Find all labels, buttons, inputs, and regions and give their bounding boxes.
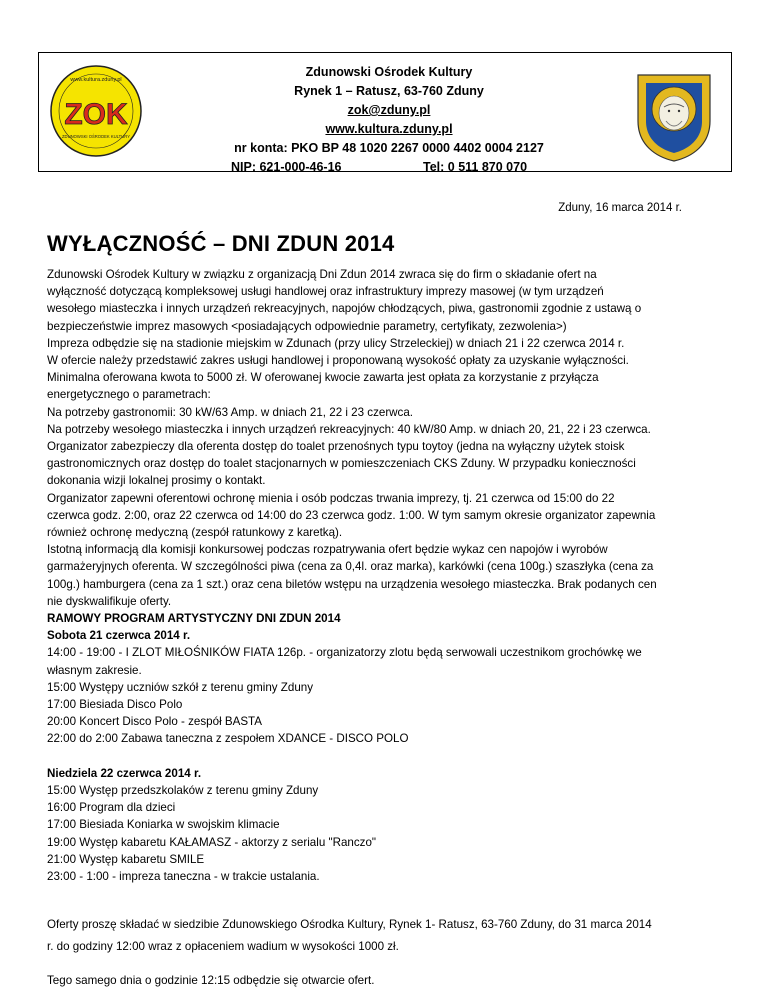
body-line: gastronomicznych oraz dostęp do toalet stacjonarnych w pomieszczeniach CKS Zduny. W przypadku konieczności [47,457,636,471]
body-line: garmażeryjnych oferenta. W szczególności piwa (cena za 0,4l. oraz marka), karkówki (cena 100g.) szaszłyka (cena za [47,560,654,574]
saturday-item: 15:00 Występy uczniów szkół z terenu gminy Zduny [47,680,314,694]
letterhead [38,52,732,172]
body-line: 100g.) hamburgera (cena za 1 szt.) oraz cena biletów wstępu na urządzenia wesołego miasteczka. Brak podanych cen [47,577,657,591]
body-line: również ochronę medyczną (zespół ratunkowy z karetką). [47,526,343,540]
body-line: Organizator zapewni oferentowi ochronę mienia i osób podczas trwania imprezy, tj. 21 czerwca od 15:00 do 22 [47,491,615,505]
org-address: Rynek 1 – Ratusz, 63-760 Zduny [294,84,484,98]
body-line: dokonania wizji lokalnej prosimy o kontakt. [47,474,266,488]
body-line: bezpieczeństwie imprez masowych <posiadających odpowiednie parametry, certyfikaty, zezwolenia>) [47,319,567,333]
saturday-item: 22:00 do 2:00 Zabawa taneczna z zespołem XDANCE - DISCO POLO [47,732,409,746]
sunday-item: 15:00 Występ przedszkolaków z terenu gminy Zduny [47,783,319,797]
coat-of-arms [634,69,714,163]
body-line: Na potrzeby gastronomii: 30 kW/63 Amp. w dniach 21, 22 i 23 czerwca. [47,405,414,419]
body-line: Na potrzeby wesołego miasteczka i innych urządzeń rekreacyjnych: 40 kW/80 Amp. w dniach 20, 21, 22 i 23 czerwca. [47,422,651,436]
sunday-item: 21:00 Występ kabaretu SMILE [47,852,205,866]
document-date: Zduny, 16 marca 2014 r. [558,202,682,214]
body-line: wesołego miasteczka i innych urządzeń rekreacyjnych, napojów chłodzących, piwa, gastronomii zgodnie z ustawą o [47,302,642,316]
body-line: wyłączność dotyczącą kompleksowej usługi handlowej oraz infrastruktury imprezy masowej (w tym urządzeń [47,285,604,299]
body-line: energetycznego o parametrach: [47,388,211,402]
sunday-item: 19:00 Występ kabaretu KAŁAMASZ - aktorzy z serialu "Ranczo" [47,835,377,849]
body-line: Impreza odbędzie się na stadionie miejskim w Zdunach (przy ulicy Strzeleckiej) w dniach 21 i 22 czerwca 2014 r. [47,336,625,350]
zok-logo [49,64,143,158]
footer-notes [47,914,727,992]
organization-details [209,63,569,177]
body-line: Zdunowski Ośrodek Kultury w związku z organizacją Dni Zdun 2014 zwraca się do firm o składanie ofert na [47,268,597,281]
offer-line: r. do godziny 12:00 wraz z opłaceniem wadium w wysokości 1000 zł. [47,940,399,954]
logo-letters: ZOK [64,98,128,131]
sunday-heading: Niedziela 22 czerwca 2014 r. [47,766,202,780]
saturday-heading: Sobota 21 czerwca 2014 r. [47,629,191,643]
saturday-item: 20:00 Koncert Disco Polo - zespół BASTA [47,715,263,729]
body-line: czerwca godz. 2:00, oraz 22 czerwca od 14:00 do 23 czerwca godz. 1:00. W tym samym okresie organizator zapewnia [47,508,656,522]
bank-account: nr konta: PKO BP 48 1020 2267 0000 4402 0004 2127 [234,141,544,155]
saturday-item: 14:00 - 19:00 - I ZLOT MIŁOŚNIKÓW FIATA 126p. - organizatorzy zlotu będą serwowali uczestnikom grochówkę we [47,646,642,660]
saturday-item: własnym zakresie. [47,663,142,677]
page-title: WYŁĄCZNOŚĆ – DNI ZDUN 2014 [47,231,395,256]
logo-url-text: www.kultura.zduny.pl [70,77,122,83]
document-body [47,266,727,992]
body-line: Organizator zabezpieczy dla oferenta dostęp do toalet przenośnych typu toytoy (jedna na wyłączny użytek stoisk [47,440,625,454]
program-title: RAMOWY PROGRAM ARTYSTYCZNY DNI ZDUN 2014 [47,612,341,626]
nip: NIP: 621-000-46-16 [231,160,342,174]
logo-caption: ZDUNOWSKI OŚRODEK KULTURY [61,134,131,139]
body-line: nie dyskwalifikuje oferty. [47,594,172,608]
body-line: W ofercie należy przedstawić zakres usługi handlowej i proponowaną wysokość opłaty za uzyskanie wyłączności. [47,354,629,368]
sunday-item: 16:00 Program dla dzieci [47,801,176,815]
org-name: Zdunowski Ośrodek Kultury [305,65,473,79]
nip-phone-line [209,158,569,177]
sunday-item: 17:00 Biesiada Koniarka w swojskim klimacie [47,818,280,832]
phone: Tel: 0 511 870 070 [423,160,528,174]
opening-line: Tego samego dnia o godzinie 12:15 odbędzie się otwarcie ofert. [47,974,375,988]
body-line: Minimalna oferowana kwota to 5000 zł. W oferowanej kwocie zawarta jest opłata za korzystanie z przyłącza [47,371,599,385]
offer-line: Oferty proszę składać w siedzibie Zdunowskiego Ośrodka Kultury, Rynek 1- Ratusz, 63-760 Zduny, do 31 marca 2014 [47,918,652,932]
website-link[interactable]: www.kultura.zduny.pl [325,122,453,136]
saturday-item: 17:00 Biesiada Disco Polo [47,698,183,712]
email-link[interactable]: zok@zduny.pl [347,103,431,117]
body-line: Istotną informacją dla komisji konkursowej podczas rozpatrywania ofert będzie wykaz cen napojów i wyrobów [47,543,608,557]
sunday-item: 23:00 - 1:00 - impreza taneczna - w trakcie ustalania. [47,869,320,883]
